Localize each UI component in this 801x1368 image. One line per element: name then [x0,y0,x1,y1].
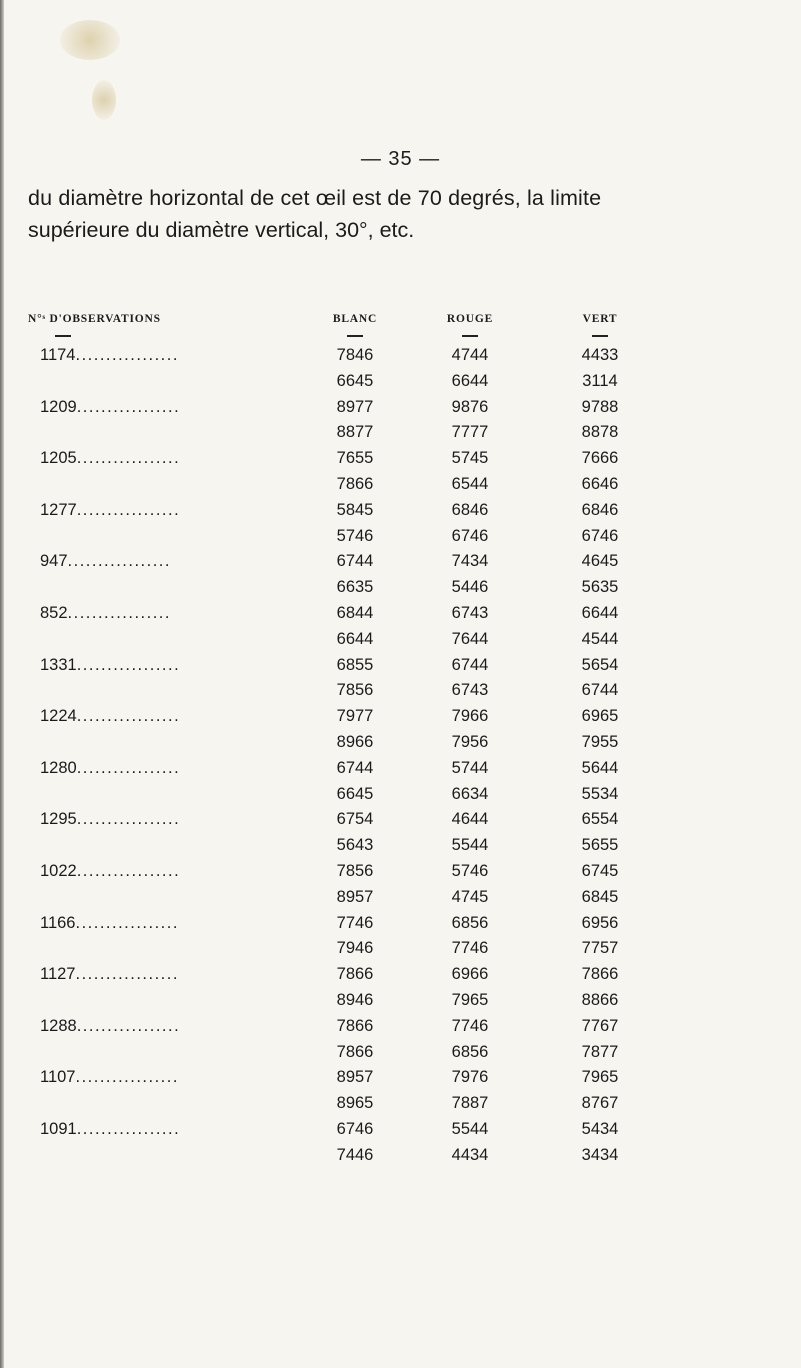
value-blanc: 8977 [336,397,374,416]
value-vert: 6846 [581,500,619,519]
value-vert: 6746 [581,526,619,545]
value-blanc: 6744 [336,758,374,777]
value-rouge: 5745 [451,449,489,468]
value-rouge: 9876 [451,397,489,416]
value-blanc: 7846 [336,346,374,364]
header-observations: N°ˢ D'OBSERVATIONS [28,313,161,325]
value-blanc: 7746 [336,913,374,932]
observation-id: 1280 [40,758,77,777]
table-row [0,707,801,733]
table-row [0,1043,801,1069]
value-vert: 7767 [581,1016,619,1035]
observation-id: 1295 [40,810,77,829]
table-row [0,604,801,630]
value-rouge: 4744 [451,346,489,364]
dot-leader: ................. [76,707,181,726]
table-row [0,1017,801,1043]
observation-id: 1174 [40,346,76,364]
header-dash [462,335,478,337]
dot-leader: ................. [76,655,181,674]
value-blanc: 6855 [336,655,374,674]
observation-number [40,1120,296,1139]
value-blanc: 6635 [336,578,374,597]
dot-leader: ................. [76,449,181,468]
page-number: — 35 — [360,148,441,170]
table-row [0,578,801,604]
observations-table [0,346,801,1172]
value-vert: 5654 [581,655,619,674]
value-vert: 4433 [581,346,619,364]
observation-number [40,810,296,829]
table-row [0,552,801,578]
value-blanc: 7866 [336,1042,374,1061]
table-row [0,475,801,501]
value-rouge: 5744 [451,758,489,777]
paper-stain [92,80,116,120]
value-blanc: 6645 [336,371,374,390]
value-blanc: 7946 [336,939,374,958]
dot-leader: ................. [75,913,179,932]
observation-number [40,965,296,984]
observation-id: 852 [40,603,68,622]
observation-number [40,398,296,417]
table-row [0,759,801,785]
table-row [0,1120,801,1146]
value-rouge: 6746 [451,526,489,545]
value-vert: 6965 [581,707,619,726]
value-rouge: 4434 [451,1145,489,1164]
value-blanc: 8957 [336,887,374,906]
observation-id: 1209 [40,397,77,416]
table-row [0,398,801,424]
observation-number [40,552,296,571]
value-rouge: 6743 [451,603,489,622]
value-rouge: 6634 [451,784,489,803]
observation-id: 1205 [40,449,77,468]
observation-id: 1022 [40,861,77,880]
value-blanc: 8965 [336,1094,374,1113]
table-row [0,965,801,991]
value-blanc: 7856 [336,861,374,880]
value-rouge: 6856 [451,913,489,932]
value-blanc: 6746 [336,1119,374,1138]
value-vert: 6644 [581,603,619,622]
intro-paragraph [28,182,788,246]
table-row [0,346,801,372]
observation-id: 1288 [40,1016,77,1035]
header-rouge: ROUGE [446,313,494,325]
dot-leader: ................. [76,397,181,416]
value-rouge: 5544 [451,836,489,855]
dot-leader: ................. [67,603,171,622]
observation-id: 947 [40,552,68,571]
value-rouge: 7746 [451,939,489,958]
dot-leader: ................. [75,965,179,984]
observation-number [40,604,296,623]
intro-line: du diamètre horizontal de cet œil est de 70 degrés, la limite [28,186,602,210]
value-vert: 4645 [581,552,619,571]
value-blanc: 7856 [336,681,374,700]
value-vert: 8866 [581,990,619,1009]
value-blanc: 6744 [336,552,374,571]
value-rouge: 7777 [451,423,489,442]
observation-number [40,862,296,881]
value-rouge: 4644 [451,810,489,829]
value-blanc: 8957 [336,1068,374,1087]
observation-number [40,449,296,468]
observation-number [40,1068,296,1087]
table-row [0,423,801,449]
observation-number [40,501,296,520]
value-vert: 5644 [581,758,619,777]
value-rouge: 5746 [451,861,489,880]
value-rouge: 7966 [451,707,489,726]
value-rouge: 7976 [451,1068,489,1087]
value-blanc: 7655 [336,449,374,468]
value-blanc: 5845 [336,500,374,519]
dot-leader: ................. [76,758,181,777]
observation-id: 1224 [40,707,77,726]
value-blanc: 7866 [336,474,374,493]
value-rouge: 6743 [451,681,489,700]
dot-leader: ................. [75,346,179,364]
value-blanc: 6754 [336,810,374,829]
value-vert: 6956 [581,913,619,932]
value-vert: 7877 [581,1042,619,1061]
dot-leader: ................. [76,1016,181,1035]
value-rouge: 6846 [451,500,489,519]
paper-stain [60,20,120,60]
value-vert: 8878 [581,423,619,442]
value-rouge: 5446 [451,578,489,597]
table-row [0,449,801,475]
value-rouge: 7965 [451,990,489,1009]
value-vert: 6646 [581,474,619,493]
observation-number [40,759,296,778]
intro-line: supérieure du diamètre vertical, 30°, etc. [28,218,415,242]
value-blanc: 7446 [336,1145,374,1164]
value-rouge: 6744 [451,655,489,674]
observation-id: 1091 [40,1119,77,1138]
table-row [0,372,801,398]
table-row [0,1094,801,1120]
value-vert: 7757 [581,939,619,958]
value-blanc: 5746 [336,526,374,545]
observation-id: 1166 [40,913,76,932]
value-vert: 6554 [581,810,619,829]
table-row [0,1146,801,1172]
value-rouge: 5544 [451,1119,489,1138]
value-vert: 6745 [581,861,619,880]
value-vert: 5434 [581,1119,619,1138]
value-blanc: 6645 [336,784,374,803]
value-rouge: 7644 [451,629,489,648]
dot-leader: ................. [75,1068,179,1087]
value-blanc: 6844 [336,603,374,622]
table-row [0,888,801,914]
value-vert: 3434 [581,1145,619,1164]
observation-id: 1277 [40,500,77,519]
value-blanc: 6644 [336,629,374,648]
header-vert: VERT [582,313,618,325]
value-vert: 3114 [582,371,618,390]
value-vert: 5655 [581,836,619,855]
value-vert: 5635 [581,578,619,597]
observation-id: 1107 [40,1068,76,1087]
header-dash [347,335,363,337]
header-dash [55,335,71,337]
dot-leader: ................. [76,1119,181,1138]
value-vert: 7955 [581,732,619,751]
observation-number [40,914,296,933]
dot-leader: ................. [76,810,181,829]
observation-number [40,656,296,675]
observation-id: 1127 [40,965,76,984]
observation-number [40,346,296,365]
dot-leader: ................. [76,861,181,880]
value-blanc: 7866 [336,965,374,984]
value-blanc: 8877 [336,423,374,442]
header-dash [592,335,608,337]
table-row [0,630,801,656]
value-rouge: 7956 [451,732,489,751]
value-blanc: 8966 [336,732,374,751]
value-vert: 7965 [581,1068,619,1087]
table-row [0,939,801,965]
observation-number [40,707,296,726]
value-vert: 8767 [581,1094,619,1113]
table-row [0,733,801,759]
table-row [0,527,801,553]
value-rouge: 6544 [451,474,489,493]
value-rouge: 6856 [451,1042,489,1061]
dot-leader: ................. [67,552,171,571]
value-vert: 6845 [581,887,619,906]
value-blanc: 8946 [336,990,374,1009]
value-rouge: 6644 [451,371,489,390]
value-rouge: 4745 [451,887,489,906]
table-row [0,785,801,811]
observation-id: 1331 [40,655,77,674]
value-vert: 9788 [581,397,619,416]
value-vert: 5534 [581,784,619,803]
value-blanc: 5643 [336,836,374,855]
table-row [0,914,801,940]
table-row [0,501,801,527]
value-rouge: 7746 [451,1016,489,1035]
value-rouge: 7434 [451,552,489,571]
dot-leader: ................. [76,500,181,519]
header-blanc: BLANC [332,313,378,325]
value-vert: 7666 [581,449,619,468]
table-row [0,810,801,836]
value-rouge: 6966 [451,965,489,984]
value-vert: 6744 [581,681,619,700]
observation-number [40,1017,296,1036]
value-vert: 4544 [581,629,619,648]
table-row [0,1068,801,1094]
value-blanc: 7866 [336,1016,374,1035]
value-vert: 7866 [581,965,619,984]
table-row [0,681,801,707]
table-row [0,656,801,682]
value-blanc: 7977 [336,707,374,726]
table-row [0,836,801,862]
table-row [0,991,801,1017]
value-rouge: 7887 [451,1094,489,1113]
table-row [0,862,801,888]
